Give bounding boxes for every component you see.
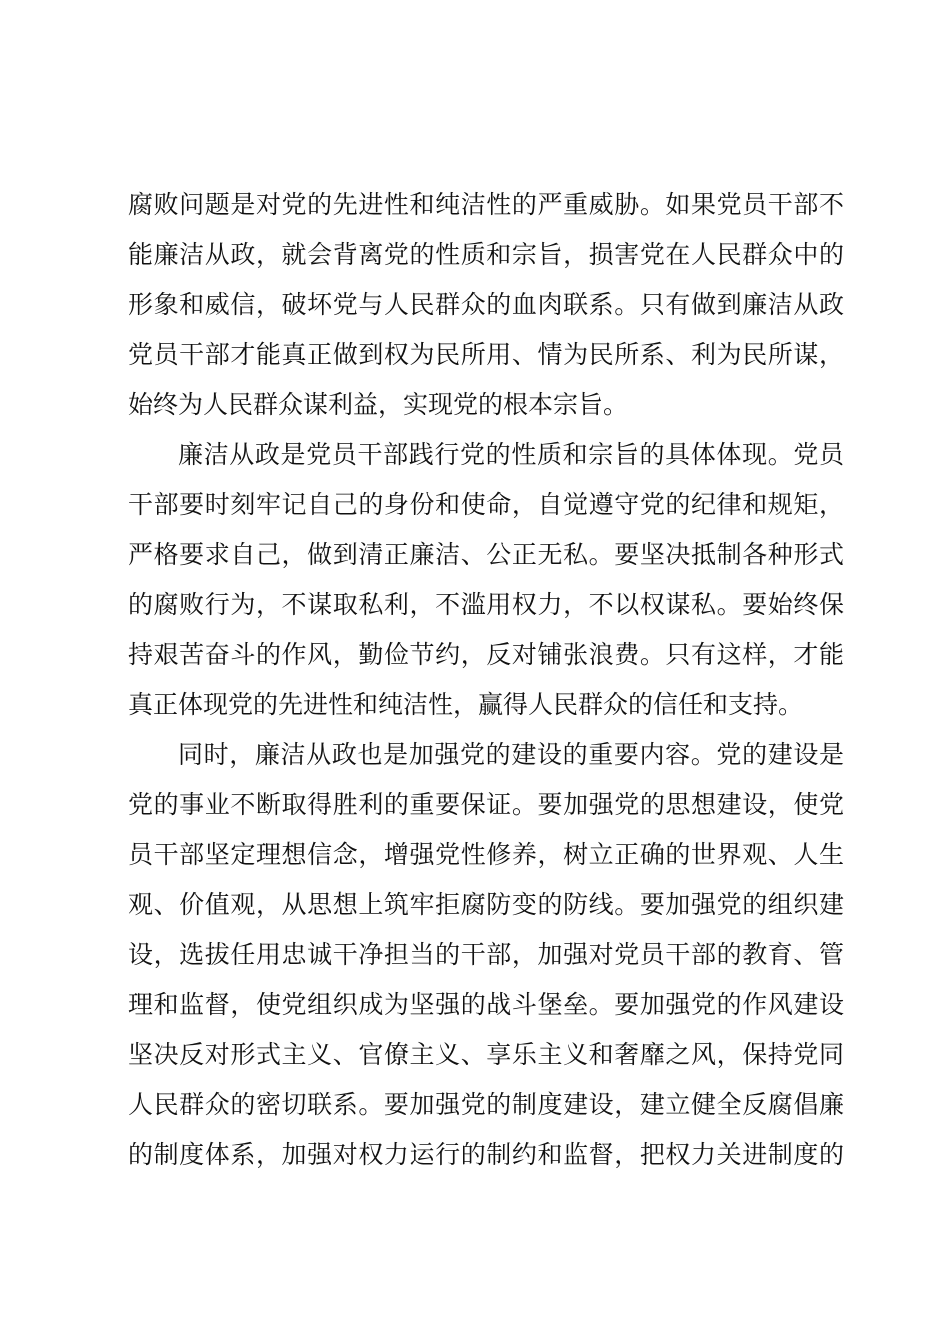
- paragraph-1: [128, 180, 844, 430]
- text-line: 的制度体系，加强对权力运行的制约和监督，把权力关进制度的: [128, 1140, 844, 1169]
- paragraph-2: [128, 430, 844, 730]
- text-line: 腐败问题是对党的先进性和纯洁性的严重威胁。如果党员干部不: [128, 190, 844, 219]
- text-line: 员干部坚定理想信念，增强党性修养，树立正确的世界观、人生: [128, 840, 844, 869]
- text-line: 党的事业不断取得胜利的重要保证。要加强党的思想建设，使党: [128, 790, 844, 819]
- text-line: 人民群众的密切联系。要加强党的制度建设，建立健全反腐倡廉: [128, 1090, 844, 1119]
- text-line: 始终为人民群众谋利益，实现党的根本宗旨。: [128, 390, 629, 419]
- text-line: 能廉洁从政，就会背离党的性质和宗旨，损害党在人民群众中的: [128, 240, 844, 269]
- text-line: 真正体现党的先进性和纯洁性，赢得人民群众的信任和支持。: [128, 690, 804, 719]
- paragraph-3: [128, 730, 844, 1180]
- text-line: 形象和威信，破坏党与人民群众的血肉联系。只有做到廉洁从政: [128, 290, 844, 319]
- text-line: 同时，廉洁从政也是加强党的建设的重要内容。党的建设是: [178, 740, 844, 769]
- text-line: 廉洁从政是党员干部践行党的性质和宗旨的具体体现。党员: [178, 440, 844, 469]
- text-line: 设，选拔任用忠诚干净担当的干部，加强对党员干部的教育、管: [128, 940, 844, 969]
- text-line: 持艰苦奋斗的作风，勤俭节约，反对铺张浪费。只有这样，才能: [128, 640, 844, 669]
- text-line: 观、价值观，从思想上筑牢拒腐防变的防线。要加强党的组织建: [128, 890, 844, 919]
- text-line: 理和监督，使党组织成为坚强的战斗堡垒。要加强党的作风建设: [128, 990, 844, 1019]
- text-line: 的腐败行为，不谋取私利，不滥用权力，不以权谋私。要始终保: [128, 590, 844, 619]
- body-text: [128, 180, 844, 1180]
- text-line: 坚决反对形式主义、官僚主义、享乐主义和奢靡之风，保持党同: [128, 1040, 844, 1069]
- text-line: 党员干部才能真正做到权为民所用、情为民所系、利为民所谋，: [128, 340, 844, 369]
- text-line: 严格要求自己，做到清正廉洁、公正无私。要坚决抵制各种形式: [128, 540, 844, 569]
- text-line: 干部要时刻牢记自己的身份和使命，自觉遵守党的纪律和规矩，: [128, 490, 844, 519]
